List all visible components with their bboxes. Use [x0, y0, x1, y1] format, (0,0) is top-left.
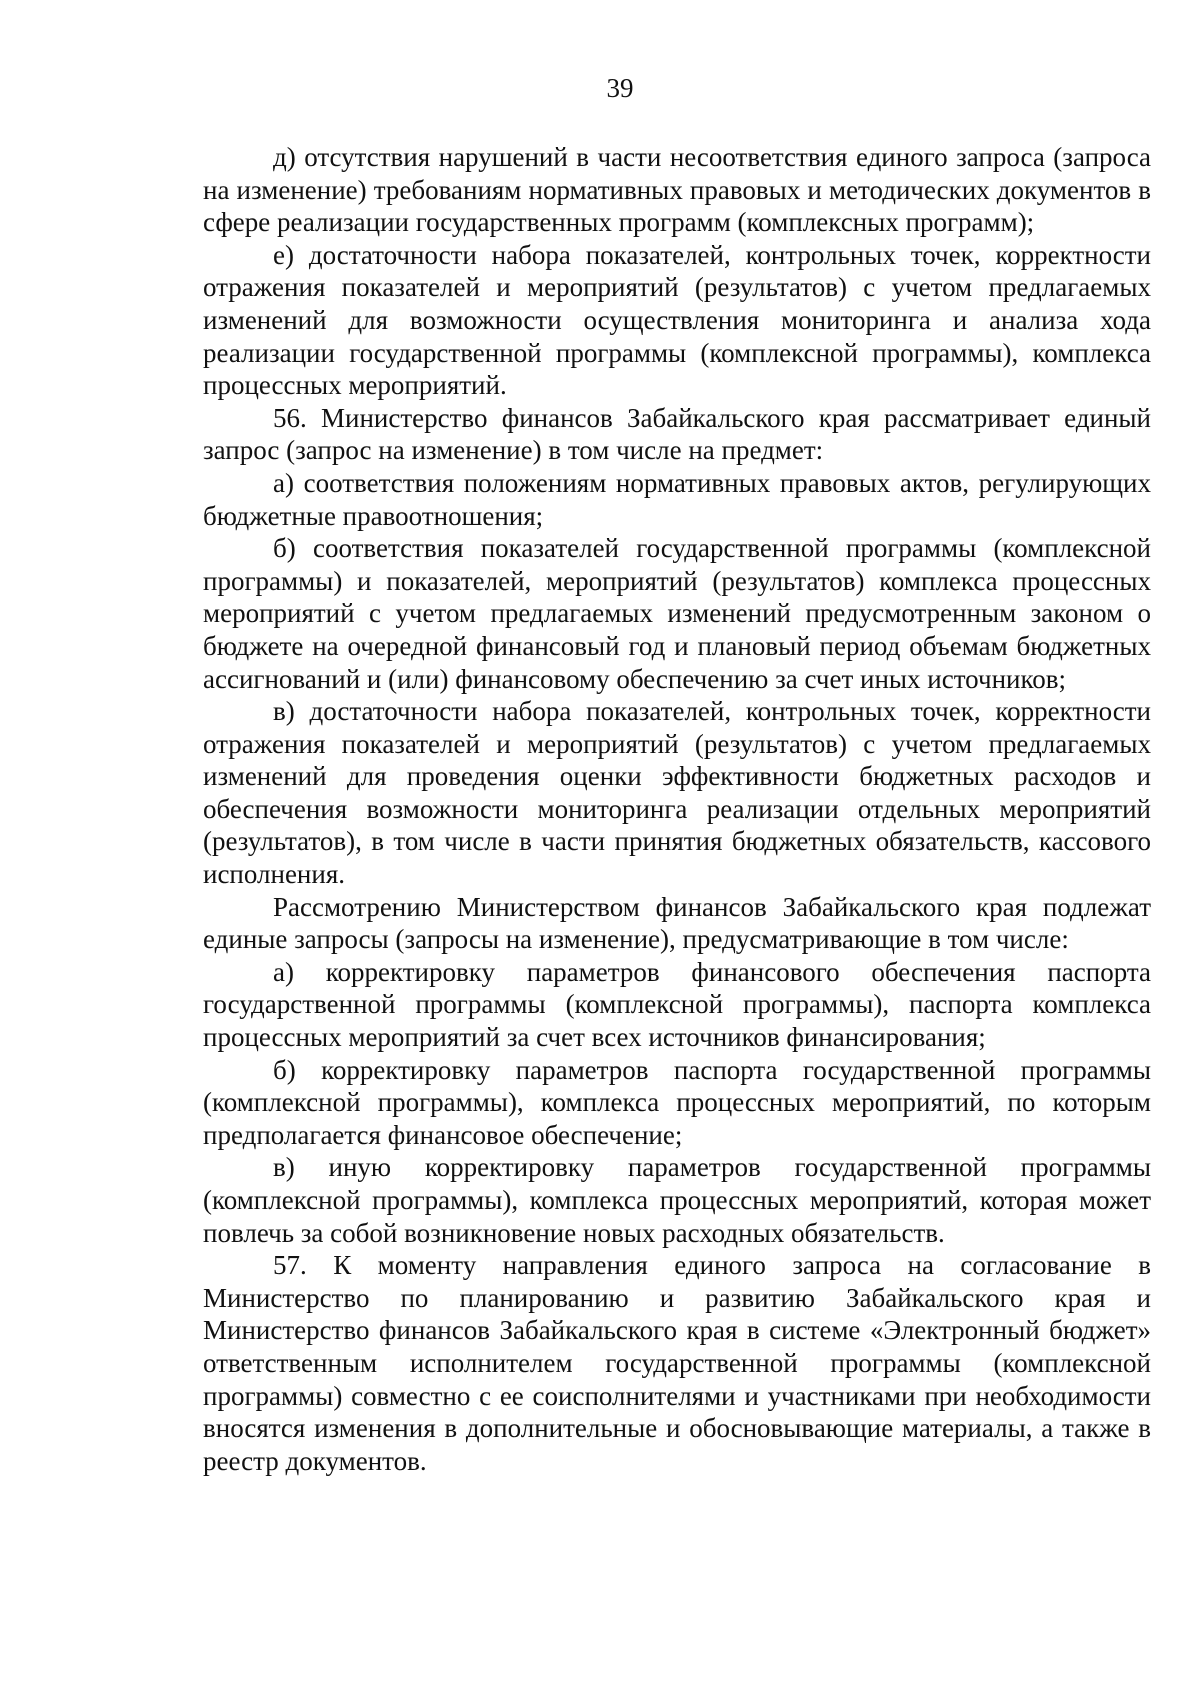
paragraph-56a-compliance-with-acts: а) соответствия положениям нормативных правовых актов, регулирующих бюджетные правоотношения; — [203, 467, 1151, 531]
paragraph-56-ministry-of-finance-review: 56. Министерство финансов Забайкальского края рассматривает единый запрос (запрос на изменение) в том числе на предмет: — [203, 402, 1151, 466]
paragraph-review-subject-requests: Рассмотрению Министерством финансов Забайкальского края подлежат единые запросы (запросы на изменение), предусматривающие в том числе: — [203, 891, 1151, 955]
page-number: 39 — [606, 73, 634, 103]
paragraph-56b-compliance-with-budget: б) соответствия показателей государственной программы (комплексной программы) и показателей, мероприятий (результатов) комплекса процессных мероприятий с учетом предлагаемых изменений предусмотренным законом о бюджете на очередной финансовый год и плановый период объемам бюджетных ассигнований и (или) финансовому обеспечению за счет иных источников; — [203, 533, 1151, 694]
document-body — [203, 141, 1151, 1477]
paragraph-e-sufficiency-of-indicators: е) достаточности набора показателей, контрольных точек, корректности отражения показателей и мероприятий (результатов) с учетом предлагаемых изменений для возможности осуществления мониторинга и анализа хода реализации государственной программы (комплексной программы), комплекса процессных мероприятий. — [203, 239, 1151, 401]
paragraph-b-passport-parameters: б) корректировку параметров паспорта государственной программы (комплексной программы), комплекса процессных мероприятий, по которым предполагается финансовое обеспечение; — [203, 1054, 1151, 1150]
paragraph-56c-sufficiency-of-indicators: в) достаточности набора показателей, контрольных точек, корректности отражения показателей и мероприятий (результатов) с учетом предлагаемых изменений для проведения оценки эффективности бюджетных расходов и обеспечения возможности мониторинга реализации отдельных мероприятий (результатов), в том числе в части принятия бюджетных обязательств, кассового исполнения. — [203, 696, 1151, 890]
paragraph-d-no-violations: д) отсутствия нарушений в части несоответствия единого запроса (запроса на изменение) требованиям нормативных правовых и методических документов в сфере реализации государственных программ (комплексных программ); — [203, 142, 1151, 238]
paragraph-57-electronic-budget: 57. К моменту направления единого запроса на согласование в Министерство по планированию и развитию Забайкальского края и Министерство финансов Забайкальского края в системе «Электронный бюджет» ответственным исполнителем государственной программы (комплексной программы) совместно с ее соисполнителями и участниками при необходимости вносятся изменения в дополнительные и обосновывающие материалы, а также в реестр документов. — [203, 1250, 1151, 1476]
paragraph-a-financial-parameters: а) корректировку параметров финансового обеспечения паспорта государственной программы (комплексной программы), паспорта комплекса процессных мероприятий за счет всех источников финансирования; — [203, 956, 1151, 1053]
paragraph-c-other-adjustments: в) иную корректировку параметров государственной программы (комплексной программы), комплекса процессных мероприятий, которая может повлечь за собой возникновение новых расходных обязательств. — [203, 1152, 1151, 1248]
